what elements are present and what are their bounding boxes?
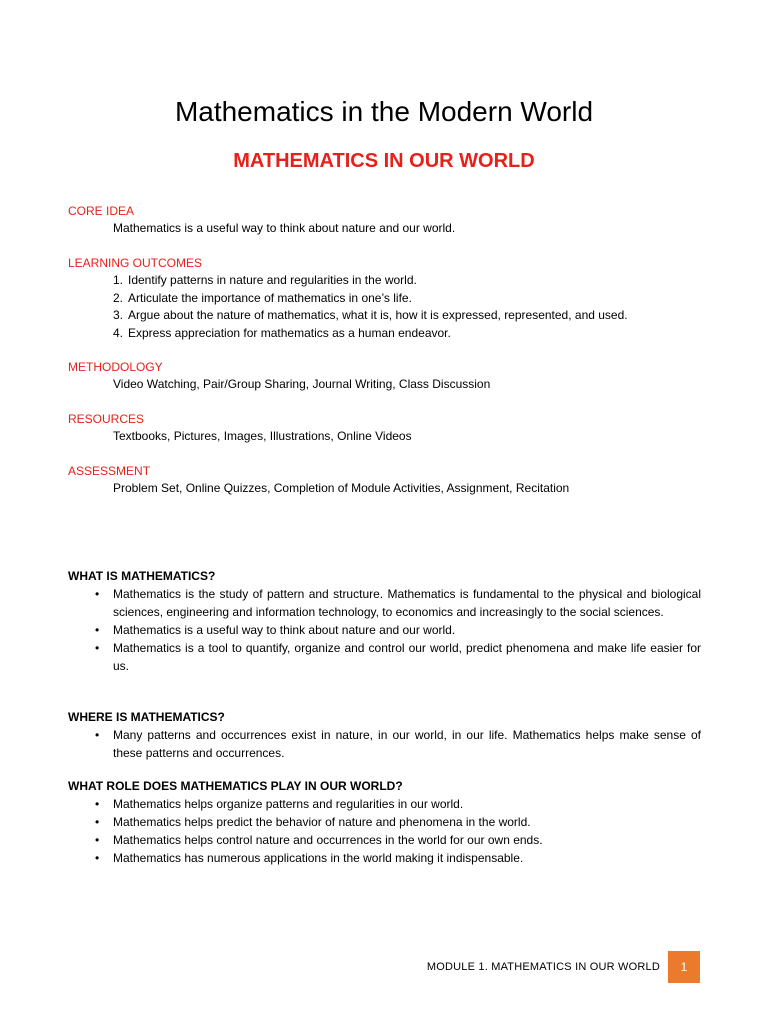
list-item: • Mathematics helps organize patterns and regularities in our world. (95, 797, 464, 811)
assessment-text: Problem Set, Online Quizzes, Completion of Module Activities, Assignment, Recitation (113, 481, 570, 495)
what-is-mathematics-heading: WHAT IS MATHEMATICS? (68, 569, 216, 583)
resources-label: RESOURCES (68, 412, 145, 426)
assessment-label: ASSESSMENT (68, 464, 151, 478)
list-item: • Mathematics is a useful way to think about nature and our world. (95, 623, 456, 637)
list-item: • Many patterns and occurrences exist in nature, in our world, in our life. Mathematics helps make sense of these patterns and occurrences. (95, 728, 701, 760)
document-subtitle: MATHEMATICS IN OUR WORLD (233, 150, 535, 172)
list-item: • Mathematics is the study of pattern and structure. Mathematics is fundamental to the physical and biological sciences, engineering and information technology, to economics and increasingly to the social sciences. (95, 587, 701, 619)
assessment-section (68, 463, 708, 497)
core-idea-section (68, 203, 708, 237)
list-item: • Mathematics has numerous applications in the world making it indispensable. (95, 851, 524, 865)
list-item: 3. Argue about the nature of mathematics, what it is, how it is expressed, represented, and used. (113, 308, 628, 322)
learning-outcomes-section (68, 255, 708, 342)
resources-section (68, 411, 708, 445)
where-is-mathematics-section (68, 709, 701, 762)
role-of-mathematics-list (68, 795, 701, 867)
list-item: • Mathematics helps predict the behavior of nature and phenomena in the world. (95, 815, 531, 829)
list-item: 4. Express appreciation for mathematics as a human endeavor. (113, 325, 451, 340)
learning-outcomes-label: LEARNING OUTCOMES (68, 256, 203, 270)
where-is-mathematics-heading: WHERE IS MATHEMATICS? (68, 710, 225, 724)
list-item: 2. Articulate the importance of mathematics in one’s life. (113, 290, 412, 305)
list-item: • Mathematics helps control nature and occurrences in the world for our own ends. (95, 833, 543, 847)
role-of-mathematics-heading: WHAT ROLE DOES MATHEMATICS PLAY IN OUR WORLD? (68, 779, 403, 793)
what-is-mathematics-section (68, 568, 701, 675)
core-idea-label: CORE IDEA (68, 204, 135, 218)
document-title: Mathematics in the Modern World (174, 96, 594, 127)
methodology-label: METHODOLOGY (68, 360, 163, 374)
footer-module-title: MODULE 1. MATHEMATICS IN OUR WORLD (426, 961, 660, 973)
core-idea-text: Mathematics is a useful way to think about nature and our world. (113, 221, 456, 235)
resources-text: Textbooks, Pictures, Images, Illustrations, Online Videos (113, 429, 412, 443)
learning-outcomes-list (68, 272, 708, 342)
methodology-text: Video Watching, Pair/Group Sharing, Journal Writing, Class Discussion (113, 377, 491, 391)
role-of-mathematics-section (68, 778, 701, 867)
where-is-mathematics-list (68, 726, 701, 762)
list-item: • Mathematics is a tool to quantify, organize and control our world, predict phenomena and make life easier for us. (95, 641, 701, 673)
page-number-badge: 1 (668, 951, 700, 983)
methodology-section (68, 359, 708, 393)
what-is-mathematics-list (68, 585, 701, 675)
list-item: 1. Identify patterns in nature and regularities in the world. (113, 273, 417, 287)
